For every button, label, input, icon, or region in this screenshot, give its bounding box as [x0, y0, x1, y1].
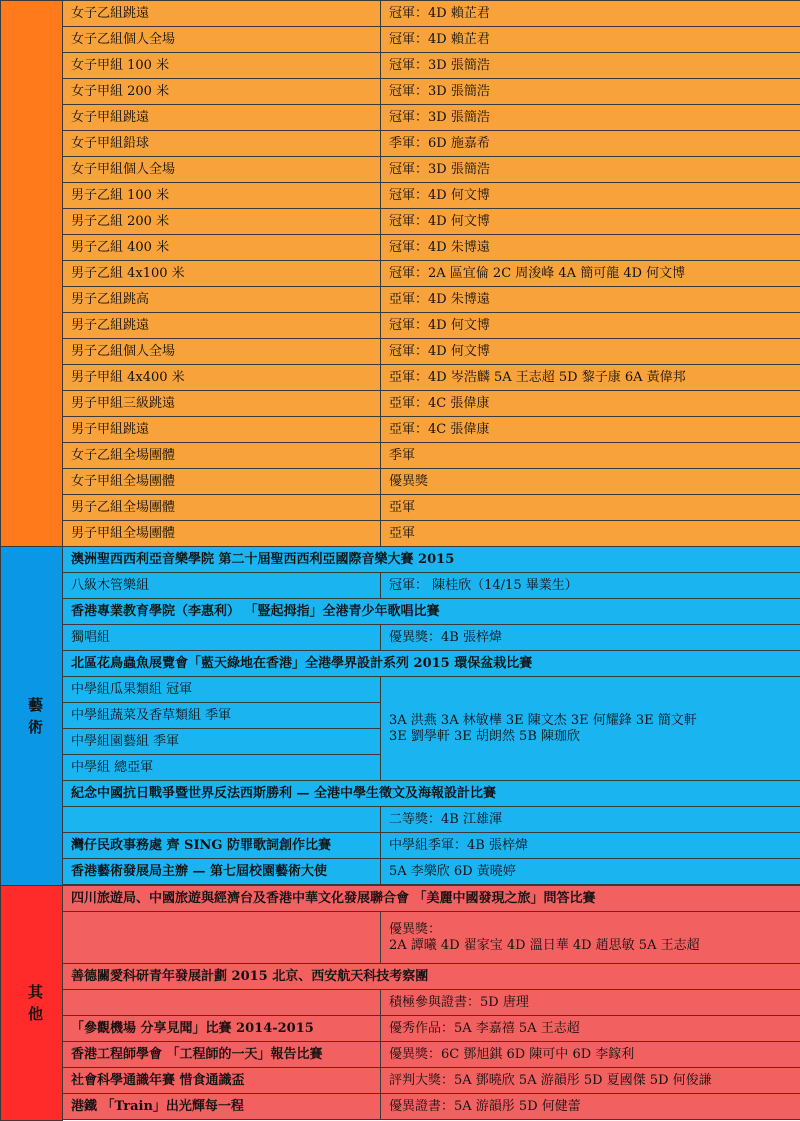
arts-comp3-event-2: 中學組蔬菜及香草類組 季軍	[63, 703, 381, 729]
event-name: 女子甲組全場團體	[63, 469, 381, 495]
table-row	[1, 235, 800, 261]
event-result: 亞軍	[381, 521, 800, 547]
others-comp1-result-line-1: 優異獎：	[389, 921, 442, 937]
others-comp2-empty	[63, 990, 381, 1016]
event-name: 男子甲組全場團體	[63, 521, 381, 547]
others-comp5-title: 社會科學通識年賽 惜食通識盃	[63, 1068, 381, 1094]
arts-category-cell	[1, 547, 63, 886]
table-row	[1, 53, 800, 79]
table-row	[1, 365, 800, 391]
others-spacer-row	[1, 1120, 800, 1121]
event-name: 男子乙組 100 米	[63, 183, 381, 209]
table-row	[1, 443, 800, 469]
others-category-cell	[1, 886, 63, 1121]
event-name: 男子乙組跳高	[63, 287, 381, 313]
event-result: 亞軍	[381, 495, 800, 521]
arts-comp4-title: 紀念中國抗日戰爭暨世界反法西斯勝利 — 全港中學生徵文及海報設計比賽	[63, 781, 800, 807]
arts-comp2-title-row	[1, 599, 800, 625]
table-row	[1, 79, 800, 105]
table-row	[1, 495, 800, 521]
event-result: 亞軍：4C 張偉康	[381, 417, 800, 443]
arts-comp2-row	[1, 625, 800, 651]
others-comp2-row	[1, 990, 800, 1016]
table-row	[1, 287, 800, 313]
others-comp6-row	[1, 1094, 800, 1120]
arts-comp6-result: 5A 李樂欣 6D 黃曉婷	[381, 859, 800, 885]
others-section	[1, 886, 800, 1121]
arts-comp2-result: 優異獎：4B 張梓煒	[381, 625, 800, 651]
table-row	[1, 105, 800, 131]
arts-comp1-title-row	[1, 547, 800, 573]
event-result: 冠軍：3D 張簡浩	[381, 79, 800, 105]
arts-comp4-row	[1, 807, 800, 833]
arts-comp2-title: 香港專業教育學院（李惠利） 「豎起拇指」全港青少年歌唱比賽	[63, 599, 800, 625]
arts-comp6-row	[1, 859, 800, 885]
event-name: 男子乙組跳遠	[63, 313, 381, 339]
arts-comp3-event-4: 中學組 總亞軍	[63, 755, 381, 781]
event-name: 女子乙組全場團體	[63, 443, 381, 469]
table-row	[1, 183, 800, 209]
table-row	[1, 391, 800, 417]
event-name: 女子乙組跳遠	[63, 1, 381, 27]
others-comp3-result: 優秀作品：5A 李嘉禧 5A 王志超	[381, 1016, 800, 1042]
event-result: 冠軍：4D 何文博	[381, 339, 800, 365]
arts-comp3-result	[381, 677, 800, 781]
arts-comp5-row	[1, 833, 800, 859]
event-name: 女子甲組 200 米	[63, 79, 381, 105]
event-result: 亞軍：4D 岑浩麟 5A 王志超 5D 黎子康 6A 黃偉邦	[381, 365, 800, 391]
others-comp3-row	[1, 1016, 800, 1042]
arts-comp5-result: 中學組季軍：4B 張梓煒	[381, 833, 800, 859]
event-result: 季軍：6D 施嘉希	[381, 131, 800, 157]
arts-comp3-title-row	[1, 651, 800, 677]
others-comp2-title: 善德關愛科研青年發展計劃 2015 北京、西安航天科技考察團	[63, 964, 800, 990]
others-category-char-1: 其	[27, 982, 43, 1001]
arts-comp1-result: 冠軍： 陳桂欣（14/15 畢業生）	[381, 573, 800, 599]
event-name: 男子乙組 400 米	[63, 235, 381, 261]
event-name: 女子甲組 100 米	[63, 53, 381, 79]
others-comp6-title: 港鐵 「Train」出光輝每一程	[63, 1094, 381, 1120]
arts-comp2-event: 獨唱組	[63, 625, 381, 651]
event-result: 冠軍：4D 賴芷君	[381, 27, 800, 53]
table-row	[1, 521, 800, 547]
arts-comp3-result-line-1: 3A 洪燕 3A 林敏樺 3E 陳文杰 3E 何耀鋒 3E 簡文軒	[389, 712, 697, 728]
event-result: 冠軍：2A 區宜倫 2C 周浚峰 4A 簡可龍 4D 何文博	[381, 261, 800, 287]
others-comp2-title-row	[1, 964, 800, 990]
table-row	[1, 209, 800, 235]
others-comp6-result: 優異證書：5A 游韻彤 5D 何健蕾	[381, 1094, 800, 1120]
event-result: 冠軍：4D 何文博	[381, 209, 800, 235]
event-name: 男子甲組跳遠	[63, 417, 381, 443]
event-result: 亞軍：4C 張偉康	[381, 391, 800, 417]
others-comp4-result: 優異獎：6C 鄧旭錤 6D 陳可中 6D 李鎵利	[381, 1042, 800, 1068]
arts-comp3-event-1: 中學組瓜果類組 冠軍	[63, 677, 381, 703]
event-name: 女子甲組個人全場	[63, 157, 381, 183]
arts-comp3-row	[1, 677, 800, 703]
table-row	[1, 157, 800, 183]
others-comp2-result: 積極參與證書：5D 唐理	[381, 990, 800, 1016]
arts-comp1-row	[1, 573, 800, 599]
others-comp1-row	[1, 912, 800, 964]
arts-comp4-empty	[63, 807, 381, 833]
others-comp5-row	[1, 1068, 800, 1094]
table-row	[1, 261, 800, 287]
event-result: 冠軍：4D 何文博	[381, 313, 800, 339]
others-comp1-title: 四川旅遊局、中國旅遊與經濟台及香港中華文化發展聯合會 「美麗中國發現之旅」問答比賽	[63, 886, 800, 912]
table-row	[1, 469, 800, 495]
table-row	[1, 27, 800, 53]
arts-category-char-1: 藝	[27, 696, 43, 714]
table-row	[1, 339, 800, 365]
event-result: 冠軍：3D 張簡浩	[381, 53, 800, 79]
event-name: 女子甲組鉛球	[63, 131, 381, 157]
event-name: 男子乙組 200 米	[63, 209, 381, 235]
event-result: 冠軍：4D 何文博	[381, 183, 800, 209]
arts-comp3-title: 北區花鳥蟲魚展覽會「藍天綠地在香港」全港學界設計系列 2015 環保盆栽比賽	[63, 651, 800, 677]
event-name: 男子乙組個人全場	[63, 339, 381, 365]
others-comp3-title: 「參觀機場 分享見聞」比賽 2014-2015	[63, 1016, 381, 1042]
others-comp1-title-row	[1, 886, 800, 912]
arts-comp3-event-3: 中學組園藝組 季軍	[63, 729, 381, 755]
others-comp1-result	[381, 912, 800, 964]
event-name: 男子乙組 4x100 米	[63, 261, 381, 287]
sports-section	[1, 1, 800, 547]
arts-comp6-title: 香港藝術發展局主辦 — 第七屆校園藝術大使	[63, 859, 381, 885]
others-comp5-result: 評判大獎：5A 鄧曉欣 5A 游韻彤 5D 夏國傑 5D 何俊謙	[381, 1068, 800, 1094]
arts-comp1-title: 澳洲聖西西利亞音樂學院 第二十屆聖西西利亞國際音樂大賽 2015	[63, 547, 800, 573]
arts-comp1-event: 八級木管樂組	[63, 573, 381, 599]
others-comp1-result-line-2: 2A 譚曦 4D 翟家宝 4D 溫日華 4D 趙思敏 5A 王志超	[389, 937, 700, 953]
event-result: 冠軍：3D 張簡浩	[381, 105, 800, 131]
arts-comp5-title: 灣仔民政事務處 齊 SING 防罪歌詞創作比賽	[63, 833, 381, 859]
event-result: 冠軍：4D 賴芷君	[381, 1, 800, 27]
arts-category-char-2: 術	[27, 718, 43, 736]
event-name: 男子甲組 4x400 米	[63, 365, 381, 391]
event-result: 冠軍：4D 朱博遠	[381, 235, 800, 261]
table-row	[1, 131, 800, 157]
event-result: 優異獎	[381, 469, 800, 495]
sports-category-cell	[1, 1, 63, 547]
arts-comp4-result: 二等獎：4B 江雄渾	[381, 807, 800, 833]
event-result: 冠軍：3D 張簡浩	[381, 157, 800, 183]
event-result: 季軍	[381, 443, 800, 469]
event-name: 女子甲組跳遠	[63, 105, 381, 131]
others-comp4-title: 香港工程師學會 「工程師的一天」報告比賽	[63, 1042, 381, 1068]
others-comp4-row	[1, 1042, 800, 1068]
arts-comp3-result-line-2: 3E 劉學軒 3E 胡朗然 5B 陳珈欣	[389, 728, 581, 744]
table-row	[1, 313, 800, 339]
arts-section	[1, 547, 800, 886]
others-comp1-empty	[63, 912, 381, 964]
table-row	[1, 1, 800, 27]
table-row	[1, 417, 800, 443]
event-name: 女子乙組個人全場	[63, 27, 381, 53]
event-name: 男子甲組三級跳遠	[63, 391, 381, 417]
event-name: 男子乙組全場團體	[63, 495, 381, 521]
arts-comp4-title-row	[1, 781, 800, 807]
event-result: 亞軍：4D 朱博遠	[381, 287, 800, 313]
others-category-char-2: 他	[27, 1004, 43, 1023]
